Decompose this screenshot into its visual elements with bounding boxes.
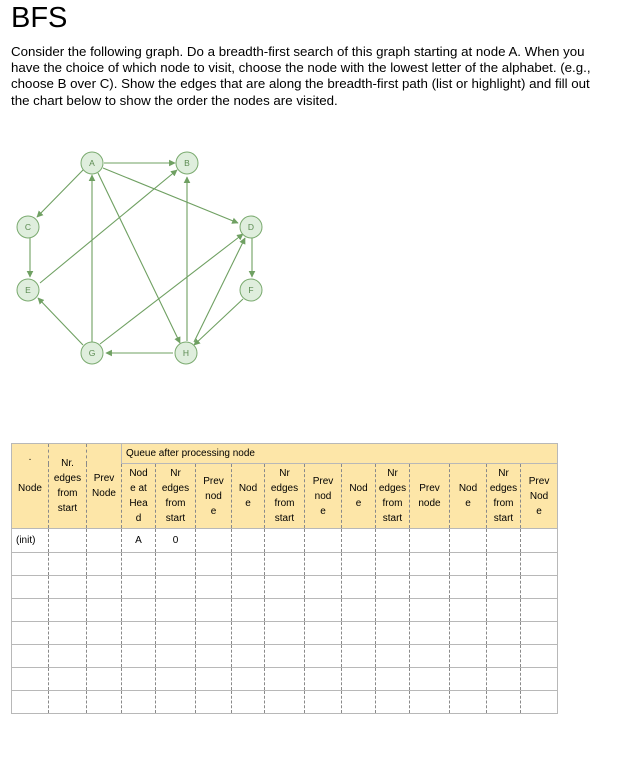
edge-e-b: [40, 170, 177, 283]
svg-text:A: A: [89, 158, 95, 168]
table-cell: [196, 645, 232, 668]
table-cell: [410, 576, 450, 599]
edge-g-d: [100, 234, 243, 344]
table-cell: [342, 668, 376, 691]
table-cell: [410, 529, 450, 553]
table-cell: [232, 576, 265, 599]
table-cell: [410, 668, 450, 691]
table-cell: [196, 622, 232, 645]
table-cell: [342, 576, 376, 599]
table-cell: [122, 599, 156, 622]
edge-g-e: [38, 298, 83, 345]
table-cell: [521, 576, 558, 599]
table-cell: [342, 599, 376, 622]
table-cell: [12, 645, 49, 668]
edge-a-h: [98, 173, 180, 343]
table-cell: [376, 668, 410, 691]
svg-text:G: G: [88, 348, 96, 358]
table-cell: [265, 668, 305, 691]
table-cell: [122, 553, 156, 576]
header-nr-edges-3: Nr edges from start: [376, 464, 410, 529]
table-cell: [450, 553, 487, 576]
bfs-table: [11, 443, 558, 714]
table-cell: [521, 645, 558, 668]
header-prev-node-4: Prev Nod e: [521, 464, 558, 529]
table-cell: [305, 529, 342, 553]
header-nr-edges: Nr. edges from start: [49, 444, 87, 529]
table-cell: [342, 691, 376, 714]
graph-node-f: [240, 279, 262, 301]
table-cell: [265, 645, 305, 668]
table-cell: [305, 691, 342, 714]
table-cell: [342, 622, 376, 645]
table-cell: [265, 553, 305, 576]
table-cell: [49, 622, 87, 645]
table-row: [12, 668, 558, 691]
table-cell: [12, 553, 49, 576]
graph-diagram: [0, 140, 300, 375]
graph-node-e: [17, 279, 39, 301]
table-cell: [232, 529, 265, 553]
table-row: [12, 576, 558, 599]
table-cell: [87, 668, 122, 691]
init-node-at-head: A: [122, 529, 156, 553]
table-cell: [196, 576, 232, 599]
graph-node-a: [81, 152, 103, 174]
table-cell: [487, 529, 521, 553]
init-label: (init): [12, 529, 49, 553]
table-row: [12, 622, 558, 645]
svg-text:B: B: [184, 158, 190, 168]
table-cell: [12, 668, 49, 691]
table-cell: [487, 668, 521, 691]
table-cell: [156, 668, 196, 691]
svg-text:F: F: [248, 285, 254, 295]
table-cell: [410, 553, 450, 576]
table-cell: [521, 529, 558, 553]
table-cell: [265, 691, 305, 714]
table-cell: [450, 599, 487, 622]
table-cell: [49, 529, 87, 553]
table-cell: [232, 553, 265, 576]
edge-a-c: [37, 169, 84, 217]
instructions-paragraph: Consider the following graph. Do a breadth-first search of this graph starting at node A. When you have the choice of which node to visit, choose the node with the lowest letter of the alphabet. (e.g., choose B over C). Show the edges that are along the breadth-first path (list or highlight) and fill out the chart below to show the order the nodes are visited.: [11, 44, 591, 108]
table-cell: [376, 645, 410, 668]
table-cell: [87, 553, 122, 576]
table-cell: [12, 599, 49, 622]
header-prev-node-1: Prev nod e: [196, 464, 232, 529]
table-cell: [232, 622, 265, 645]
init-nr-edges: 0: [156, 529, 196, 553]
header-prev-node-2: Prev nod e: [305, 464, 342, 529]
table-cell: [87, 691, 122, 714]
table-row: [12, 691, 558, 714]
table-cell: [156, 599, 196, 622]
edge-f-h: [194, 299, 243, 345]
table-cell: [196, 599, 232, 622]
graph-node-b: [176, 152, 198, 174]
queue-label: Queue after processing node: [122, 444, 558, 464]
table-cell: [196, 668, 232, 691]
table-cell: [342, 529, 376, 553]
table-cell: [487, 691, 521, 714]
header-prev-node: Prev Node: [87, 444, 122, 529]
header-node-4: Nod e: [450, 464, 487, 529]
header-node-2: Nod e: [232, 464, 265, 529]
table-cell: [122, 622, 156, 645]
graph-node-d: [240, 216, 262, 238]
table-cell: [156, 691, 196, 714]
table-cell: [122, 645, 156, 668]
table-cell: [49, 691, 87, 714]
table-cell: [410, 645, 450, 668]
table-cell: [450, 576, 487, 599]
table-row-init: [12, 529, 558, 553]
table-cell: [232, 599, 265, 622]
table-cell: [521, 553, 558, 576]
header-nr-edges-4: Nr edges from start: [487, 464, 521, 529]
table-cell: [156, 645, 196, 668]
table-cell: [487, 576, 521, 599]
svg-text:H: H: [182, 348, 190, 358]
table-cell: [156, 553, 196, 576]
table-cell: [487, 622, 521, 645]
table-row: [12, 645, 558, 668]
table-cell: [521, 599, 558, 622]
table-cell: [12, 622, 49, 645]
header-node: . Node: [12, 444, 49, 529]
table-cell: [305, 622, 342, 645]
table-cell: [196, 529, 232, 553]
table-cell: [376, 622, 410, 645]
table-cell: [305, 668, 342, 691]
table-cell: [376, 529, 410, 553]
table-cell: [450, 691, 487, 714]
table-cell: [232, 691, 265, 714]
table-cell: [87, 576, 122, 599]
svg-text:E: E: [25, 285, 31, 295]
table-cell: [487, 553, 521, 576]
table-cell: [342, 553, 376, 576]
svg-text:D: D: [247, 222, 255, 232]
table-cell: [87, 599, 122, 622]
graph-node-h: [175, 342, 197, 364]
table-cell: [122, 691, 156, 714]
table-cell: [305, 645, 342, 668]
table-cell: [376, 576, 410, 599]
graph-node-g: [81, 342, 103, 364]
table-cell: [87, 529, 122, 553]
table-cell: [410, 622, 450, 645]
table-cell: [450, 529, 487, 553]
page-title: BFS: [11, 2, 68, 34]
header-nr-edges-2: Nr edges from start: [265, 464, 305, 529]
table-cell: [49, 576, 87, 599]
empty-rows: [12, 553, 558, 714]
table-cell: [450, 622, 487, 645]
table-row: [12, 599, 558, 622]
header-nr-edges-1: Nr edges from start: [156, 464, 196, 529]
table-row: [12, 553, 558, 576]
table-cell: [232, 668, 265, 691]
svg-text:C: C: [24, 222, 32, 232]
table-cell: [265, 599, 305, 622]
table-cell: [450, 668, 487, 691]
table-cell: [450, 645, 487, 668]
table-cell: [49, 645, 87, 668]
graph-edges: [30, 163, 255, 353]
table-cell: [487, 645, 521, 668]
table-cell: [521, 668, 558, 691]
header-prev-node-3: Prev node: [410, 464, 450, 529]
table-cell: [265, 576, 305, 599]
table-cell: [156, 576, 196, 599]
graph-node-c: [17, 216, 39, 238]
table-cell: [305, 599, 342, 622]
table-cell: [12, 691, 49, 714]
table-cell: [122, 668, 156, 691]
table-cell: [410, 599, 450, 622]
table-cell: [12, 576, 49, 599]
table-cell: [156, 622, 196, 645]
table-cell: [196, 691, 232, 714]
table-cell: [376, 691, 410, 714]
table-cell: [49, 599, 87, 622]
table-cell: [265, 529, 305, 553]
table-cell: [521, 691, 558, 714]
edge-h-d: [194, 238, 245, 342]
table-cell: [87, 622, 122, 645]
table-cell: [196, 553, 232, 576]
header-node-3: Nod e: [342, 464, 376, 529]
table-cell: [232, 645, 265, 668]
table-cell: [49, 553, 87, 576]
table-cell: [305, 553, 342, 576]
table-cell: [376, 553, 410, 576]
table-cell: [122, 576, 156, 599]
header-node-at-head: Nod e at Hea d: [122, 464, 156, 529]
table-cell: [49, 668, 87, 691]
table-cell: [487, 599, 521, 622]
table-cell: [265, 622, 305, 645]
table-cell: [87, 645, 122, 668]
table-cell: [521, 622, 558, 645]
table-cell: [376, 599, 410, 622]
table-cell: [342, 645, 376, 668]
table-cell: [410, 691, 450, 714]
table-cell: [305, 576, 342, 599]
